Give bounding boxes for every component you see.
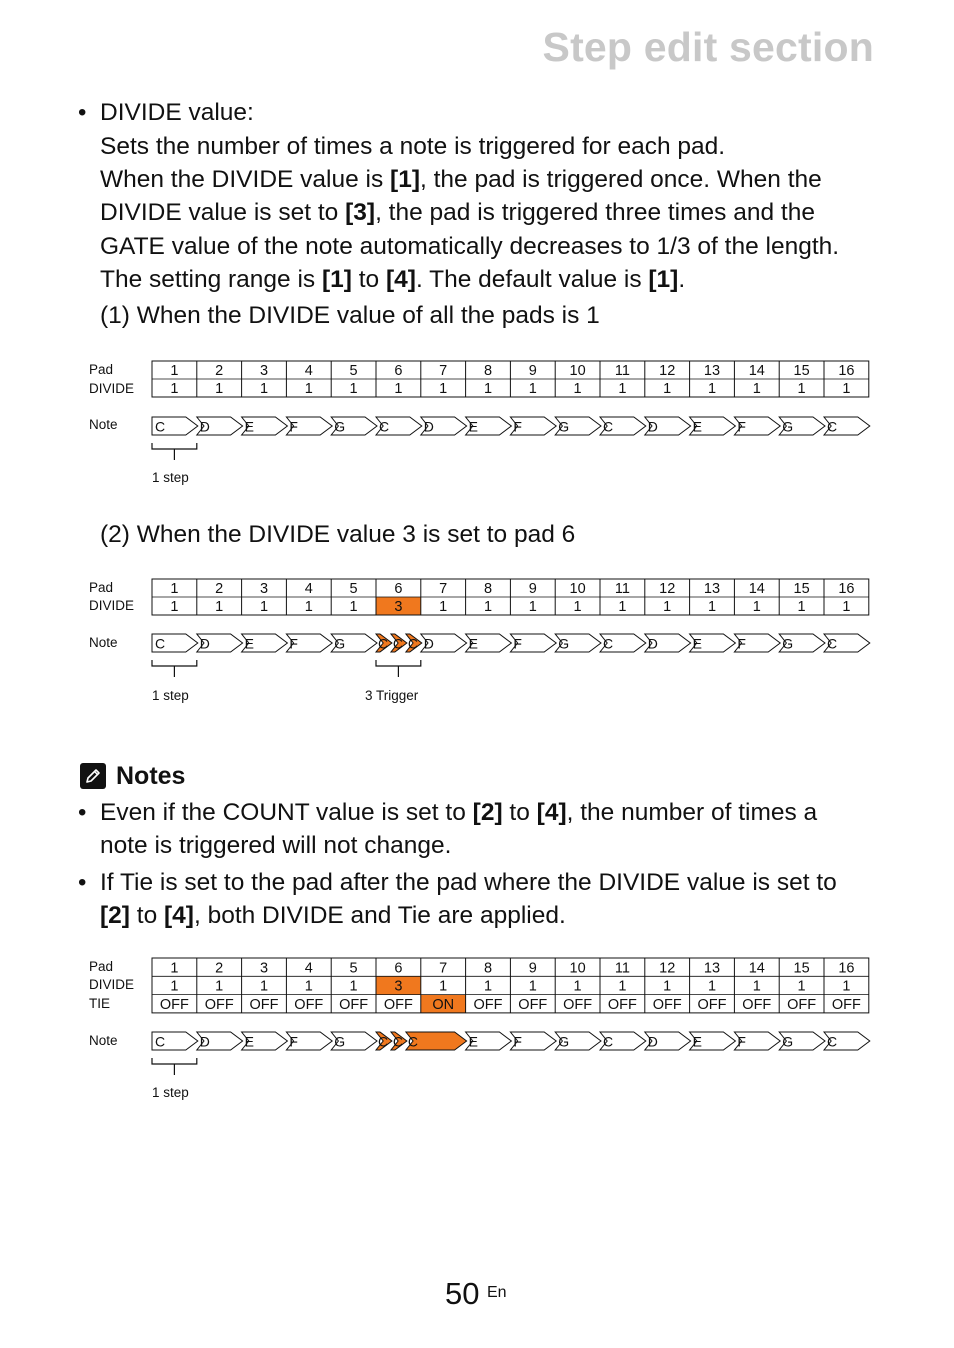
pad-cell: 16 [838, 363, 855, 379]
pad-cell: 14 [748, 581, 765, 597]
divide-cell: 1 [215, 381, 224, 397]
note-text: E [692, 1033, 702, 1050]
divide-cell: 1 [573, 978, 582, 995]
pad-cell: 8 [483, 960, 493, 977]
note-text: D [423, 635, 434, 652]
note-text: D [199, 635, 210, 652]
divide-cell: 1 [663, 599, 672, 615]
divide-label: DIVIDE [89, 977, 135, 992]
tie-cell: OFF [831, 996, 861, 1013]
note-text: C [378, 1033, 389, 1050]
divide-cell: 1 [573, 381, 582, 397]
note-text: D [647, 1033, 658, 1050]
note-text: G [558, 635, 570, 652]
note-text: G [334, 418, 346, 435]
divide-cell: 1 [842, 978, 851, 995]
divide-desc-line3: DIVIDE value is set to [3], the pad is triggered three times and the [100, 199, 815, 226]
note-text: F [289, 418, 298, 435]
divide-cell: 1 [394, 381, 403, 397]
note-text: F [513, 1033, 522, 1050]
tie-cell: OFF [518, 996, 548, 1013]
divide-cell: 1 [439, 381, 448, 397]
note1-line2: note is triggered will not change. [100, 832, 452, 859]
pad-cell: 12 [659, 960, 676, 977]
divide-cell: 1 [349, 599, 358, 615]
one-step-label: 1 step [152, 470, 189, 485]
note2-line1: If Tie is set to the pad after the pad where the DIVIDE value is set to [100, 869, 837, 896]
note-text: F [289, 1033, 298, 1050]
divide-cell: 1 [483, 978, 493, 995]
step-bracket [152, 443, 197, 460]
note-text: C [827, 418, 838, 435]
diagram-all-divide-1 [0, 355, 954, 495]
tie-label: TIE [89, 996, 111, 1011]
tie-cell: ON [432, 996, 455, 1013]
tie-cell: OFF [697, 996, 727, 1013]
notes-title: Notes [116, 761, 186, 790]
note-text: C [827, 635, 838, 652]
diagram-divide-3-pad-6 [0, 573, 954, 713]
tie-cell: OFF [159, 996, 189, 1013]
note-text: E [692, 635, 702, 652]
divide-cell: 1 [842, 381, 851, 397]
divide-cell: 1 [573, 599, 582, 615]
note-text: D [423, 418, 434, 435]
divide-cell: 1 [439, 978, 448, 995]
divide-label: DIVIDE [89, 598, 135, 613]
divide-cell: 1 [528, 599, 537, 615]
divide-cell: 1 [439, 599, 448, 615]
divide-cell: 3 [394, 599, 403, 615]
pad-cell: 9 [528, 363, 537, 379]
three-trigger-label: 3 Trigger [365, 688, 419, 703]
note-label: Note [89, 635, 118, 650]
note-text: E [692, 418, 702, 435]
note-text: D [647, 418, 658, 435]
pad-cell: 4 [304, 581, 313, 597]
note-text: G [782, 418, 794, 435]
divide-cell: 1 [170, 978, 179, 995]
note-text: C [827, 1033, 838, 1050]
pad-cell: 16 [838, 960, 855, 977]
note-text: G [558, 418, 570, 435]
tie-cell: OFF [607, 996, 637, 1013]
note-text: C [603, 418, 614, 435]
note2-line2: [2] to [4], both DIVIDE and Tie are applied. [100, 902, 566, 929]
note-text: E [244, 418, 254, 435]
divide-heading: DIVIDE value: [100, 99, 254, 126]
tie-cell: OFF [473, 996, 503, 1013]
pad-cell: 5 [349, 363, 358, 379]
divide-cell: 1 [528, 381, 537, 397]
bullet-marker: • [78, 99, 87, 126]
note-text: F [737, 1033, 746, 1050]
note-text: D [199, 1033, 210, 1050]
divide-cell: 1 [707, 599, 717, 615]
pad-cell: 9 [528, 581, 537, 597]
pad-cell: 10 [569, 363, 586, 379]
pad-cell: 13 [703, 581, 721, 597]
divide-cell: 1 [797, 978, 806, 995]
divide-cell: 1 [215, 978, 224, 995]
step-bracket [152, 660, 197, 677]
pad-cell: 14 [748, 363, 765, 379]
note-label: Note [89, 417, 118, 432]
note-label: Note [89, 1033, 118, 1048]
pad-cell: 15 [793, 363, 810, 379]
pad-cell: 2 [215, 960, 224, 977]
note-text: E [244, 1033, 254, 1050]
divide-cell: 1 [663, 978, 672, 995]
pad-cell: 12 [659, 363, 676, 379]
bullet-marker: • [78, 799, 87, 826]
note-text: F [289, 635, 298, 652]
pad-cell: 13 [703, 960, 721, 977]
pad-cell: 8 [483, 581, 493, 597]
page-language: En [487, 1284, 507, 1301]
tie-cell: OFF [249, 996, 279, 1013]
pad-cell: 10 [569, 581, 586, 597]
pad-cell: 6 [394, 960, 403, 977]
tie-cell: OFF [742, 996, 772, 1013]
note-text: E [468, 418, 478, 435]
case1-heading: (1) When the DIVIDE value of all the pads is 1 [100, 302, 600, 329]
tie-cell: OFF [294, 996, 324, 1013]
pad-cell: 8 [483, 363, 493, 379]
pad-cell: 7 [439, 960, 448, 977]
pad-cell: 3 [259, 960, 269, 977]
divide-cell: 1 [752, 599, 761, 615]
divide-label: DIVIDE [89, 381, 135, 396]
pad-cell: 11 [614, 581, 630, 597]
divide-desc-line1: Sets the number of times a note is triggered for each pad. [100, 133, 726, 160]
pad-cell: 5 [349, 960, 358, 977]
pad-cell: 2 [215, 363, 224, 379]
one-step-label: 1 step [152, 688, 189, 703]
pad-cell: 4 [304, 960, 313, 977]
note-text: E [468, 635, 478, 652]
tie-cell: OFF [563, 996, 593, 1013]
divide-desc-line2: When the DIVIDE value is [1], the pad is triggered once. When the [100, 166, 822, 193]
note-text: C [155, 635, 166, 652]
divide-cell: 1 [170, 381, 179, 397]
divide-cell: 1 [842, 599, 851, 615]
divide-cell: 1 [797, 381, 806, 397]
note-text: C [392, 1033, 404, 1050]
divide-cell: 1 [170, 599, 179, 615]
note-text: F [737, 418, 746, 435]
pad-cell: 7 [439, 581, 448, 597]
one-step-label: 1 step [152, 1085, 189, 1100]
divide-cell: 1 [618, 599, 627, 615]
bullet-marker: • [78, 869, 87, 896]
divide-desc-line4: GATE value of the note automatically decreases to 1/3 of the length. [100, 233, 840, 260]
pad-cell: 7 [439, 363, 448, 379]
pad-cell: 3 [259, 581, 269, 597]
divide-cell: 1 [304, 381, 313, 397]
divide-cell: 1 [618, 381, 627, 397]
note-text: G [334, 635, 346, 652]
pad-cell: 12 [659, 581, 676, 597]
trigger-bracket [376, 660, 421, 677]
pad-cell: 13 [703, 363, 721, 379]
divide-cell: 1 [349, 978, 358, 995]
pad-cell: 15 [793, 581, 810, 597]
pad-cell: 14 [748, 960, 765, 977]
note-text: G [782, 1033, 794, 1050]
page-title: Step edit section [542, 24, 874, 70]
note-text: C [379, 418, 390, 435]
divide-cell: 1 [259, 381, 269, 397]
pad-label: Pad [89, 580, 114, 595]
note-text: C [407, 1033, 418, 1050]
note1-line1: Even if the COUNT value is set to [2] to [4], the number of times a [100, 799, 818, 826]
divide-cell: 1 [259, 599, 269, 615]
divide-desc-line5: The setting range is [1] to [4]. The default value is [1]. [100, 266, 686, 293]
note-text: C [155, 1033, 166, 1050]
divide-cell: 1 [707, 978, 717, 995]
pad-cell: 1 [170, 581, 179, 597]
divide-cell: 1 [797, 599, 806, 615]
divide-cell: 1 [528, 978, 537, 995]
pad-cell: 10 [569, 960, 586, 977]
note-text: G [782, 635, 794, 652]
diagram-divide-with-tie [0, 952, 954, 1112]
note-text: D [199, 418, 210, 435]
pad-cell: 11 [614, 960, 630, 977]
divide-cell: 1 [663, 381, 672, 397]
divide-cell: 1 [259, 978, 269, 995]
divide-cell: 1 [483, 381, 493, 397]
divide-cell: 1 [304, 978, 313, 995]
page-number: 50 [445, 1276, 480, 1311]
note-text: C [392, 635, 404, 652]
step-bracket [152, 1058, 197, 1075]
note-text: C [603, 1033, 614, 1050]
tie-cell: OFF [383, 996, 413, 1013]
note-text: C [603, 635, 614, 652]
pad-label: Pad [89, 959, 114, 974]
pad-cell: 3 [259, 363, 269, 379]
note-text: D [647, 635, 658, 652]
pencil-icon [80, 763, 106, 789]
note-text: F [513, 635, 522, 652]
pad-cell: 15 [793, 960, 810, 977]
tie-cell: OFF [787, 996, 817, 1013]
note-text: C [378, 635, 389, 652]
divide-cell: 1 [707, 381, 717, 397]
divide-cell: 1 [304, 599, 313, 615]
divide-cell: 1 [215, 599, 224, 615]
notes-header [80, 760, 185, 792]
divide-cell: 1 [483, 599, 493, 615]
tie-cell: OFF [652, 996, 682, 1013]
pad-cell: 6 [394, 581, 403, 597]
pad-cell: 16 [838, 581, 855, 597]
note-text: E [468, 1033, 478, 1050]
divide-cell: 1 [618, 978, 627, 995]
note-text: C [407, 635, 418, 652]
note-text: E [244, 635, 254, 652]
pad-cell: 1 [170, 363, 179, 379]
pad-cell: 9 [528, 960, 537, 977]
pad-cell: 5 [349, 581, 358, 597]
pad-cell: 4 [304, 363, 313, 379]
pad-cell: 2 [215, 581, 224, 597]
note-text: G [334, 1033, 346, 1050]
case2-heading: (2) When the DIVIDE value 3 is set to pad 6 [100, 521, 576, 548]
pad-cell: 11 [614, 363, 630, 379]
note-text: F [737, 635, 746, 652]
tie-cell: OFF [339, 996, 369, 1013]
tie-cell: OFF [204, 996, 234, 1013]
note-text: G [558, 1033, 570, 1050]
pad-label: Pad [89, 362, 114, 377]
pad-cell: 6 [394, 363, 403, 379]
pad-cell: 1 [170, 960, 179, 977]
divide-cell: 1 [349, 381, 358, 397]
note-text: C [155, 418, 166, 435]
note-text: F [513, 418, 522, 435]
divide-cell: 1 [752, 381, 761, 397]
divide-cell: 1 [752, 978, 761, 995]
divide-cell: 3 [394, 978, 403, 995]
